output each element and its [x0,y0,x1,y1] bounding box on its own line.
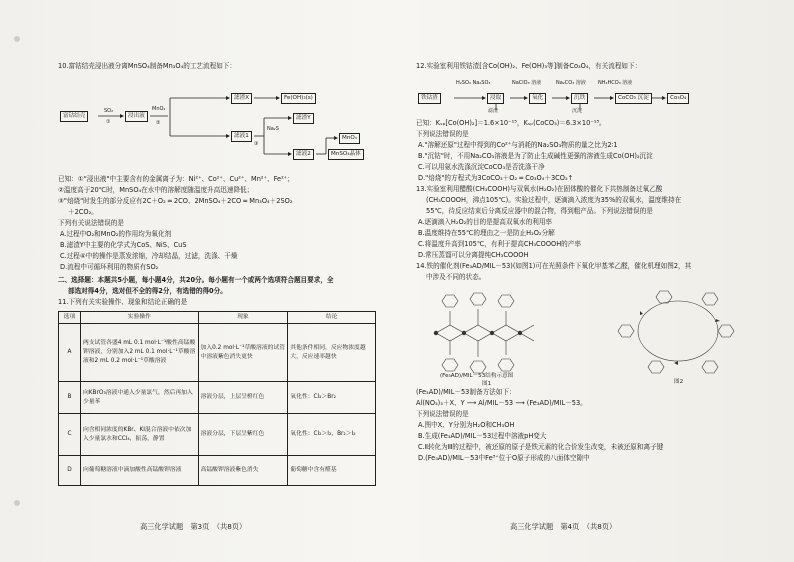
table-cell-phenomenon: 加入0.2 mol·L⁻¹草酸溶液的试管中溶液紫色消失更快 [198,324,288,382]
flow-box-oxidize: 氧化 [529,93,546,104]
question-11-stem: 11.下列有关实验操作、现象和结论正确的是 [58,298,188,306]
question-11-table [58,311,376,486]
flow-reagent-so2: SO₂ [104,108,114,114]
table-cell-phenomenon: 溶液分层，上层呈橙红色 [198,382,288,414]
flow-reagent-2: NaClO₃ 溶液 [512,80,542,86]
q13-line-1: 13.实验室利用醋酸(CH₃COOH)与双氧水(H₂O₂)在固体酸的催化下共热制备过氧乙酸 [416,185,663,193]
question-12-flowchart [416,74,752,114]
flow-step-2: ② [156,120,161,126]
question-10-flowchart [58,74,386,170]
flow-box-residue-x: 滤渣X [231,93,252,104]
table-cell-option: C [59,414,81,456]
page-4 [416,60,752,464]
table-header: 现象 [198,312,288,324]
q10-known-2: ②温度高于20℃时，MnSO₄在水中的溶解度随温度升高迅速降低； [58,186,254,194]
table-row [59,324,376,382]
table-cell-conclusion: 葡萄糖中含有醛基 [288,456,376,486]
q10-known-1: 已知：①"浸出液"中主要含有的金属离子为：Ni²⁺、Co²⁺、Cu²⁺、Mn²⁺、Fe²⁺； [58,175,294,183]
flow-reagent-na2s: Na₂S [267,126,279,132]
table-header-row [59,312,376,324]
flow-box-coco3: CoCO₃ 沉淀 [615,93,652,104]
figure-1-caption: 图1 [482,381,492,387]
q14-prep-title: (Fe₃AD)/MIL－53制备方法如下： [416,388,516,396]
q14-option-b: B.生成(Fe₃AD)/MIL－53过程中溶液pH变大 [418,432,547,440]
q12-option-a: A."溶解还原"过程中得到的Co²⁺与消耗的Na₂SO₃物质的量之比为2∶1 [418,141,618,149]
flow-waste-2: 沉淀 [572,108,583,114]
flow-waste-1: 滤渣 [488,108,499,114]
table-row [59,456,376,486]
page-4-footer: 高三化学试题 第4页 （共8页） [510,522,617,531]
q10-question: 下列有关说法错误的是 [58,219,124,227]
molecule-figures [416,285,752,385]
table-cell-phenomenon: 溶液分层，下层呈紫红色 [198,414,288,456]
table-cell-option: D [59,456,81,486]
flow-box-slag: 铁钴渣 [418,93,441,104]
table-cell-operation: 向KBrO₃溶液中通入少量氯气，然后再加入少量苯 [80,382,198,414]
flow-box-mnso4: MnSO₄晶体 [328,149,364,160]
table-header: 结论 [288,312,376,324]
table-header: 选项 [59,312,81,324]
flow-box-iron-removal: 沉铁 [571,93,588,104]
q10-option-d: D.流程中可循环利用的物质有SO₂ [60,263,159,271]
table-cell-option: A [59,324,81,382]
q14-option-c: C.Ⅱ转化为Ⅲ的过程中，被还原的原子是铁元素的化合价发生改变，未被还原和离子键 [418,443,664,451]
question-10-stem: 10.富钴结壳浸出液分离MnSO₄制备Mn₃O₄的工艺流程如下： [58,62,236,70]
q10-known-3b: ＋2CO₂。 [68,208,98,216]
q14-prep: Al(NO₃)₃＋X、Y ⟶ Al/MIL－53 ⟶ (Fe₃AD)/MIL－53。 [416,399,587,407]
flow-reagent-mno2: MnO₂ [152,106,166,112]
q14-line-1: 14.铁的催化剂(Fe₃AD/MIL－53)(如图1)可在光照条件下氧化甲基苯乙醛，催化机理如图2，其 [416,262,692,270]
table-cell-operation: 向含相同浓度的KBr、KI混合溶液中依次加入少量氯水和CCl₄，振荡，静置 [80,414,198,456]
flow-box-leach: 浸出液 [125,111,148,122]
q12-option-c: C.可以用氨水洗涤沉淀CoCO₃是否洗涤干净 [418,163,545,171]
q13-option-b: B.温度维持在55℃的理由之一是防止H₂O₂分解 [418,229,555,237]
q10-option-c: C.过程④中的操作是蒸发浓缩，冷却结晶，过滤，洗涤、干燥 [60,252,238,260]
flow-box-filtrate-1: 滤液1 [231,131,252,142]
q14-option-a: A.图中X、Y分别为H₂O和CH₃OH [418,421,515,429]
q14-question: 下列说法错误的是 [416,410,469,418]
binding-hole [14,36,20,42]
q13-option-a: A.逐滴滴入H₂O₂的目的是提高双氧水的利用率 [418,218,553,226]
flow-box-leach: 浸取 [487,93,504,104]
q13-line-3: 55℃，待反应结束后分离反应器中的混合物，得到粗产品。下列说法错误的是 [426,207,653,215]
q10-known-3: ③"焙烧"时发生的部分反应有2C＋O₂ ═ 2CO、2MnSO₄＋2CO ═ Mn₃O₄＋2SO₂ [58,197,293,205]
flow-box-start: 富钴结壳 [60,111,88,122]
q10-option-a: A.过程中O₂和MnO₂的作用均为氧化剂 [60,230,172,238]
section-2-title: 二、选择题：本题共5小题，每小题4分，共20分。每小题有一个或两个选项符合题目要求，全 [58,276,334,284]
table-cell-operation: 两支试管各盛4 mL 0.1 mol·L⁻¹酸性高锰酸钾溶液，分别加入2 mL 0.1 mol·L⁻¹草酸溶液和2 mL 0.2 mol·L⁻¹草酸溶液 [80,324,198,382]
table-cell-conclusion: 氧化性：Cl₂＞I₂，Br₂＞I₂ [288,414,376,456]
binding-hole [14,500,20,506]
question-14-figures [416,285,752,385]
page-3 [58,60,386,486]
q12-known: 已知：Kₛₚ[Co(OH)₂]＝1.6×10⁻¹⁵，Kₛₚ(CoCO₃)＝6.3×10⁻¹³。 [416,119,606,127]
flow-reagent-1: H₂SO₄ Na₂SO₃ [456,80,491,86]
q10-option-b: B.滤渣Y中主要的化学式为CoS、NiS、CuS [60,241,187,249]
table-row [59,414,376,456]
flow-step-3: ③ [254,141,259,147]
table-cell-conclusion: 氧化性：Cl₂＞Br₂ [288,382,376,414]
q13-line-2: (CH₃COOOH，沸点105℃)。实验过程中，逐滴滴入浓度为35%的双氧水，温度维持在 [426,196,682,204]
flow-box-co3o4: Co₃O₄ [667,93,689,104]
flow-reagent-3: Na₂CO₃ 溶液 [556,80,586,86]
flow-step-1: ① [106,119,111,125]
page-3-footer: 高三化学试题 第3页 （共8页） [140,522,247,531]
section-2-title-2: 部选对得4分，选对但不全的得2分，有选错的得0分。 [68,287,227,295]
table-cell-conclusion: 其他条件相同，反应物浓度越大，反应速率越快 [288,324,376,382]
table-cell-option: B [59,382,81,414]
flow-box-residue-y: 滤渣Y [293,113,314,124]
q13-option-c: C.将温度升高到105℃，有利于提高CH₃COOOH的产率 [418,240,581,248]
flow-box-mnox: MnOₓ [339,133,360,144]
table-cell-operation: 向葡萄糖溶液中滴加酸性高锰酸钾溶液 [80,456,198,486]
question-12-stem: 12.实验室利用铁钴渣[含Co(OH)₂、Fe(OH)₃等]制备Co₃O₄，有关流程如下： [416,62,642,70]
flow-reagent-4: NH₄HCO₃ 溶液 [598,80,633,86]
figure-1-title: (Fe₃AD)/MIL－53结构示意图 [440,373,514,379]
figure-2-caption: 图2 [674,379,684,385]
table-header: 实验操作 [80,312,198,324]
table-cell-phenomenon: 高锰酸钾溶液紫色消失 [198,456,288,486]
q12-option-d: D."焙烧"的方程式为3CoCO₃＋O₂ ═ Co₃O₄＋3CO₂↑ [418,174,574,182]
table-row [59,382,376,414]
flow-box-feoh3: Fe(OH)₃(s) [281,93,316,104]
q12-option-b: B."沉钴"时，不用Na₂CO₃溶液是为了防止生成碱性更强的溶液生成Co(OH)₂沉淀 [418,152,653,160]
q14-line-2: 中涉及不同的状态。 [426,273,486,281]
q14-option-d: D.(Fe₃AD)/MIL－53中Fe³⁺位于O原子形成的八面体空隙中 [418,454,590,462]
q12-question: 下列说法错误的是 [416,130,469,138]
q13-option-d: D.常压蒸馏可以分离提纯CH₃COOOH [418,251,529,259]
flow-box-filtrate-2: 滤液2 [293,149,314,160]
